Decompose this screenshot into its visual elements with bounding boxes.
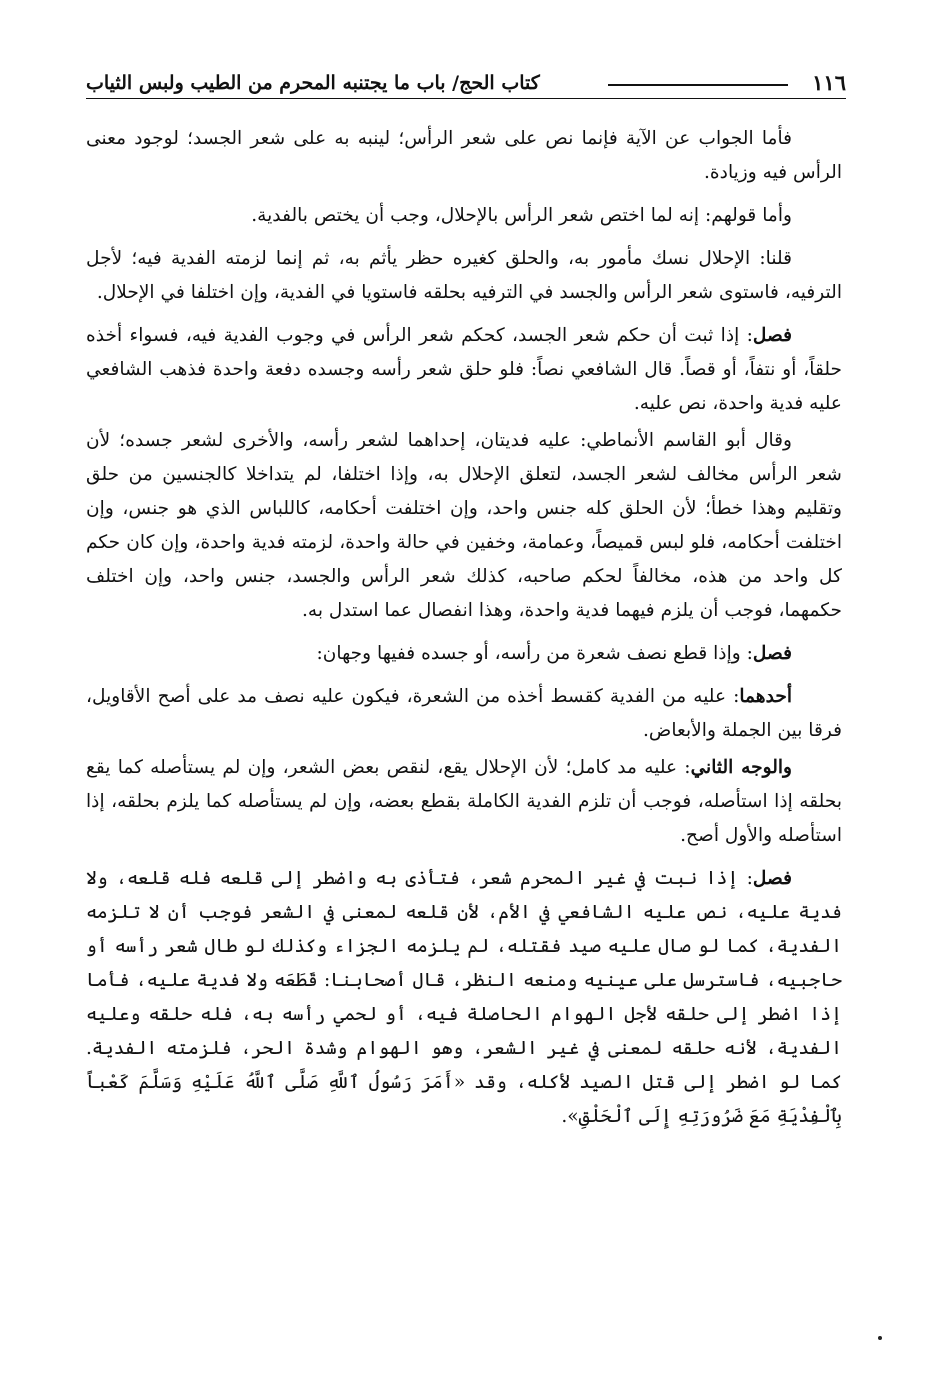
paragraph-lead: فصل [752,643,792,664]
paragraph [86,862,842,1134]
paragraph [86,637,842,671]
page-number: ١١٦ [812,70,846,95]
paragraph [86,424,842,628]
paragraph [86,319,842,421]
paragraph-text: فأما الجواب عن الآية فإنما نص على شعر الرأس؛ لينبه به على شعر الجسد؛ لوجود معنى الرأس فيه وزيادة. [86,128,842,183]
paragraph-text: : إذا ثبت أن حكم شعر الجسد، كحكم شعر الرأس في وجوب الفدية فيه، فسواء أخذه حلقاً، أو نتفاً، أو قصاً. قال الشافعي نصاً: فلو حلق شعر رأسه وجسده دفعة واحدة فذهب الشافعي عليه فدية واحدة، نص عليه. [86,325,842,414]
page-mark-dot [878,1336,882,1340]
paragraph-text: قلنا: الإحلال نسك مأمور به، والحلق كغيره حظر يأثم به، ثم إنما لزمته الفدية فيه؛ لأجل الترفيه، فاستوى شعر الرأس والجسد في الترفيه بحلقه فاستويا في الفدية، وإن اختلفا في الإحلال. [86,248,842,303]
paragraph [86,199,842,233]
paragraph-lead: فصل [752,325,792,346]
paragraph-lead: فصل [752,868,792,889]
hadith-quote: «أَمَرَ رَسُولُ ٱللَّهِ صَلَّى ٱللَّهُ عَلَيْهِ وَسَلَّمَ كَعْباً بِٱلْفِدْيَةِ مَعَ ضَرُورَتِهِ إِلَى ٱلْحَلْقِ». [86,1072,842,1127]
paragraph-text: : وإذا قطع نصف شعرة من رأسه، أو جسده ففيها وجهان: [316,643,753,664]
header-rule-short [608,84,788,86]
paragraph-text: : عليه من الفدية كقسط أخذه من الشعرة، فيكون عليه نصف مد على أصح الأقاويل، فرقا بين الجملة والأبعاض. [86,686,842,741]
paragraph [86,680,842,748]
paragraph-lead: أحدهما [739,686,792,707]
paragraph-text: وأما قولهم: إنه لما اختص شعر الرأس بالإحلال، وجب أن يختص بالفدية. [251,205,792,226]
paragraph [86,122,842,190]
paragraph [86,751,842,853]
paragraph-text: : عليه مد كامل؛ لأن الإحلال يقع، لنقص بعض الشعر، وإن لم يستأصله كما يقع بحلقه إذا استأصله، فوجب أن تلزم الفدية الكاملة بقطع بعضه، وإن لم يستأصله كما يلزم بحلقه، إذا استأصله والأول أصح. [86,757,842,846]
main-text [86,122,842,1143]
header-rule [86,98,846,99]
paragraph-text: : إذا نبت في غير المحرم شعر، فتأذى به واضطر إلى قلعه فله قلعه، ولا فدية عليه، نص عليه الشافعي في الأم، لأن قلعه لمعنى في الشعر فوجب أن لا تلزمه الفدية، كما لو صال عليه صيد فقتله، لم يلزمه الجزاء وكذلك لو طال شعر رأسه أو حاجبيه، فاسترسل على عينيه ومنعه النظر، قال أصحابنا: قَطَعَه ولا فدية عليه، فأما إذا اضطر إلى حلقه لأجل الهوام الحاصلة فيه، أو لحمي رأسه به، فله حلقه وعليه الفدية، لأنه حلقه لمعنى في غير الشعر، وهو الهوام وشدة الحر، فلزمته الفدية. كما لو اضطر إلى قتل الصيد لأكله، وقد [86,868,842,1093]
paragraph [86,242,842,310]
paragraph-text: وقال أبو القاسم الأنماطي: عليه فديتان، إحداهما لشعر رأسه، والأخرى لشعر جسده؛ لأن شعر الرأس مخالف لشعر الجسد، لتعلق الإحلال به، وإذا اختلفا، لم يتداخلا كالجنسين من حلق وتقليم وهذا خطأ؛ لأن الحلق كله جنس واحد، وإن اختلفت أحكامه، كاللباس الذي هو جنس، وإن اختلفت أحكامه، فلو لبس قميصاً، وعمامة، وخفين في حالة واحدة، لزمته فدية واحدة، وإن كان حكم كل واحد من هذه، مخالفاً لحكم صاحبه، كذلك شعر الرأس والجسد، جنس واحد، وإن اختلف حكمهما، فوجب أن يلزم فيهما فدية واحدة، وهذا انفصال عما استدل به. [86,430,842,621]
running-header [86,62,846,102]
running-title: كتاب الحج/ باب ما يجتنبه المحرم من الطيب ولبس الثياب [86,72,540,94]
paragraph-lead: والوجه الثاني [690,757,793,778]
